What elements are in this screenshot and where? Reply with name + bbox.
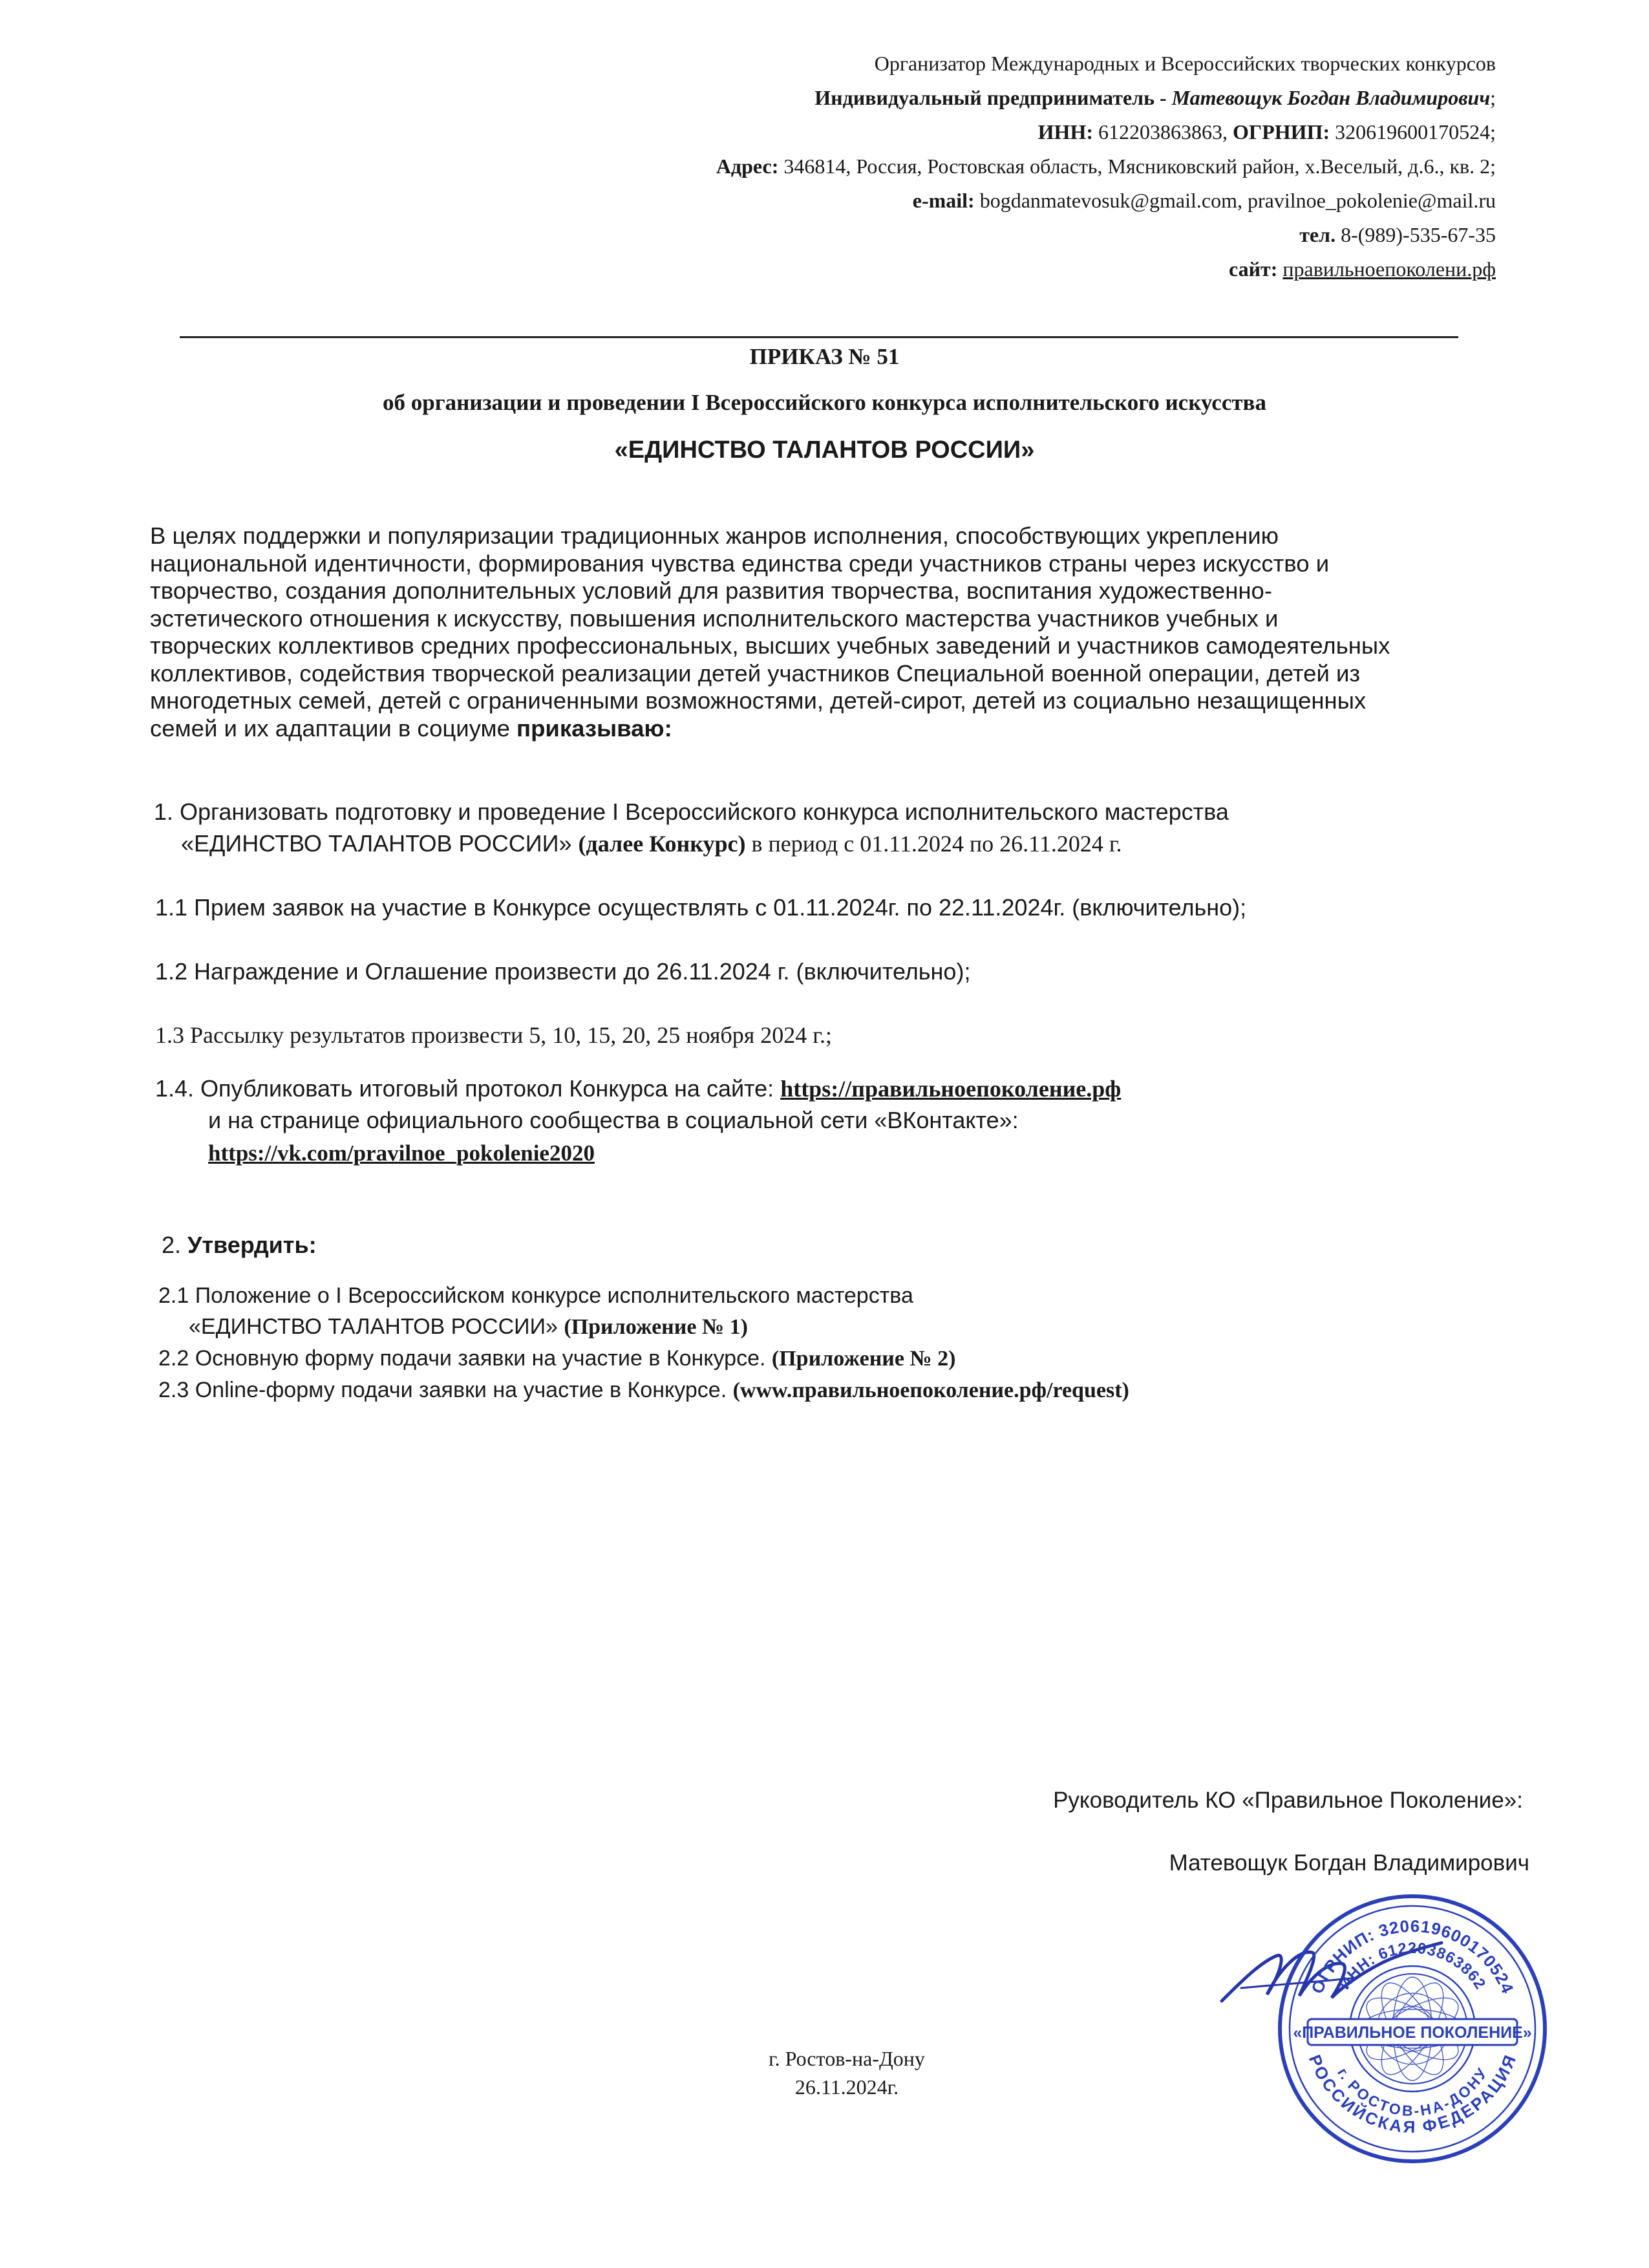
preamble-paragraph (150, 522, 1498, 742)
item-2-number: 2. (162, 1232, 188, 1258)
site-label: сайт: (1228, 257, 1278, 281)
entrepreneur-line-end: ; (1490, 86, 1496, 109)
item-2-3 (158, 1378, 1129, 1403)
item-2-2 (158, 1346, 955, 1371)
preamble-line: творческих коллективов средних профессиональных, высших учебных заведений и участников самодеятельных (150, 632, 1390, 659)
signer-name: Матевощук Богдан Владимирович (1169, 1850, 1529, 1876)
stamp-name: «ПРАВИЛЬНОЕ ПОКОЛЕНИЕ» (1293, 2024, 1532, 2042)
vk-community-link[interactable]: https://vk.com/pravilnoe_pokolenie2020 (208, 1140, 595, 1166)
header-organizer-line (716, 47, 1496, 81)
organizer-description: Организатор Международных и Всероссийских творческих конкурсов (874, 52, 1496, 75)
inn-label: ИНН: (1037, 120, 1093, 144)
online-request-link[interactable]: (www.правильноепоколение.рф/request) (732, 1378, 1129, 1402)
contest-name: «ЕДИНСТВО ТАЛАНТОВ РОССИИ» (614, 436, 1035, 464)
svg-text:РОССИЙСКАЯ ФЕДЕРАЦИЯ (1305, 2052, 1520, 2137)
preamble-line: многодетных семей, детей с ограниченными возможностями, детей-сирот, детей из социально незащищенных (150, 687, 1367, 714)
place-and-date (711, 2044, 983, 2101)
stamp-ogrnip: ОГРНИП: 320619600170524 (1307, 1916, 1518, 1997)
entrepreneur-label: Индивидуальный предприниматель - (814, 86, 1172, 109)
address-value: 346814, Россия, Ростовская область, Мясниковский район, х.Веселый, д.6., кв. 2; (778, 155, 1496, 178)
header-address-line (716, 149, 1496, 184)
preamble-line: коллективов, содействия творческой реализации детей участников Специальной военной операции, детей из (150, 659, 1361, 687)
order-verb: приказываю: (516, 714, 672, 742)
item-2-1-line-1: 2.1 Положение о I Всероссийском конкурсе исполнительского мастерства (158, 1283, 913, 1308)
preamble-line: В целях поддержки и популяризации традиционных жанров исполнения, способствующих укреплению (150, 522, 1279, 549)
date: 26.11.2024г. (794, 2075, 899, 2099)
phone-value: 8-(989)-535-67-35 (1335, 223, 1496, 246)
protocol-site-link[interactable]: https://правильноепоколение.рф (780, 1076, 1122, 1102)
city: г. Ростов-на-Дону (769, 2047, 925, 2070)
item-1-period: в период с 01.11.2024 по 26.11.2024 г. (745, 831, 1122, 857)
item-1-4-line-1 (155, 1075, 1121, 1102)
ogrnip-value: 320619600170524; (1330, 120, 1496, 144)
address-label: Адрес: (716, 155, 779, 178)
item-2-2-appendix: (Приложение № 2) (771, 1347, 956, 1371)
item-1-contest: «ЕДИНСТВО ТАЛАНТОВ РОССИИ» (181, 830, 579, 857)
order-title: ПРИКАЗ № 51 (749, 344, 900, 369)
item-1-note: (далее Конкурс) (578, 831, 746, 857)
stamp-country: РОССИЙСКАЯ ФЕДЕРАЦИЯ (1304, 2052, 1520, 2137)
preamble-line: национальной идентичности, формирования чувства единства среди участников страны через искусство и (150, 550, 1330, 577)
item-2-1-line-2 (189, 1314, 748, 1340)
item-2-1-contest: «ЕДИНСТВО ТАЛАНТОВ РОССИИ» (189, 1314, 564, 1339)
email-value: bogdanmatevosuk@gmail.com, pravilnoe_pokolenie@mail.ru (974, 189, 1496, 212)
item-2-approve: Утвердить: (187, 1232, 317, 1258)
entrepreneur-name: Матевощук Богдан Владимирович (1171, 86, 1491, 109)
header-divider (180, 336, 1458, 338)
item-1-3: 1.3 Рассылку результатов произвести 5, 10, 15, 20, 25 ноября 2024 г.; (155, 1022, 832, 1048)
header-phone-line (716, 218, 1496, 252)
email-label: e-mail: (912, 189, 975, 212)
ogrnip-label: ОГРНИП: (1232, 120, 1330, 144)
inn-value: 612203863863, (1092, 120, 1233, 144)
stamp-city: г. РОСТОВ-НА-ДОНУ (1334, 2064, 1491, 2119)
item-1-2: 1.2 Награждение и Оглашение произвести до 26.11.2024 г. (включительно); (155, 958, 971, 985)
item-2-1-appendix: (Приложение № 1) (564, 1315, 748, 1339)
stamp-inn: ИНН: 612203863862 (1335, 1939, 1489, 1993)
signer-role: Руководитель КО «Правильное Поколение»: (1053, 1788, 1523, 1813)
order-subject: об организации и проведении I Всероссийского конкурса исполнительского искусства (383, 390, 1266, 415)
preamble-line: эстетического отношения к искусству, повышения исполнительского мастерства участников учебных и (150, 604, 1279, 632)
official-stamp (1270, 1887, 1555, 2171)
item-2-heading (162, 1232, 317, 1259)
item-1-1: 1.1 Прием заявок на участие в Конкурсе осуществлять с 01.11.2024г. по 22.11.2024г. (включительно); (155, 894, 1247, 921)
organizer-header (716, 47, 1496, 286)
item-1-line-2 (181, 830, 1122, 857)
item-2-2-text: 2.2 Основную форму подачи заявки на участие в Конкурсе. (158, 1346, 772, 1371)
item-2-3-text: 2.3 Online-форму подачи заявки на участие в Конкурсе. (158, 1378, 733, 1402)
item-1-4-text: 1.4. Опубликовать итоговый протокол Конкурса на сайте: (155, 1075, 781, 1102)
site-link[interactable]: правильноепоколени.рф (1282, 257, 1496, 281)
preamble-last-text: семей и их адаптации в социуме (150, 714, 517, 742)
header-entrepreneur-line (716, 81, 1496, 115)
item-1-line-1: 1. Организовать подготовку и проведение I Всероссийского конкурса исполнительского мастерства (154, 798, 1229, 825)
preamble-line: творчество, создания дополнительных условий для развития творчества, воспитания художественно- (150, 577, 1272, 604)
phone-label: тел. (1299, 223, 1336, 246)
header-inn-line (716, 115, 1496, 149)
preamble-last-line (150, 715, 1498, 743)
header-site-line (716, 252, 1496, 286)
header-email-line (716, 184, 1496, 218)
item-1-4-line-2: и на странице официального сообщества в социальной сети «ВКонтакте»: (208, 1107, 1019, 1133)
